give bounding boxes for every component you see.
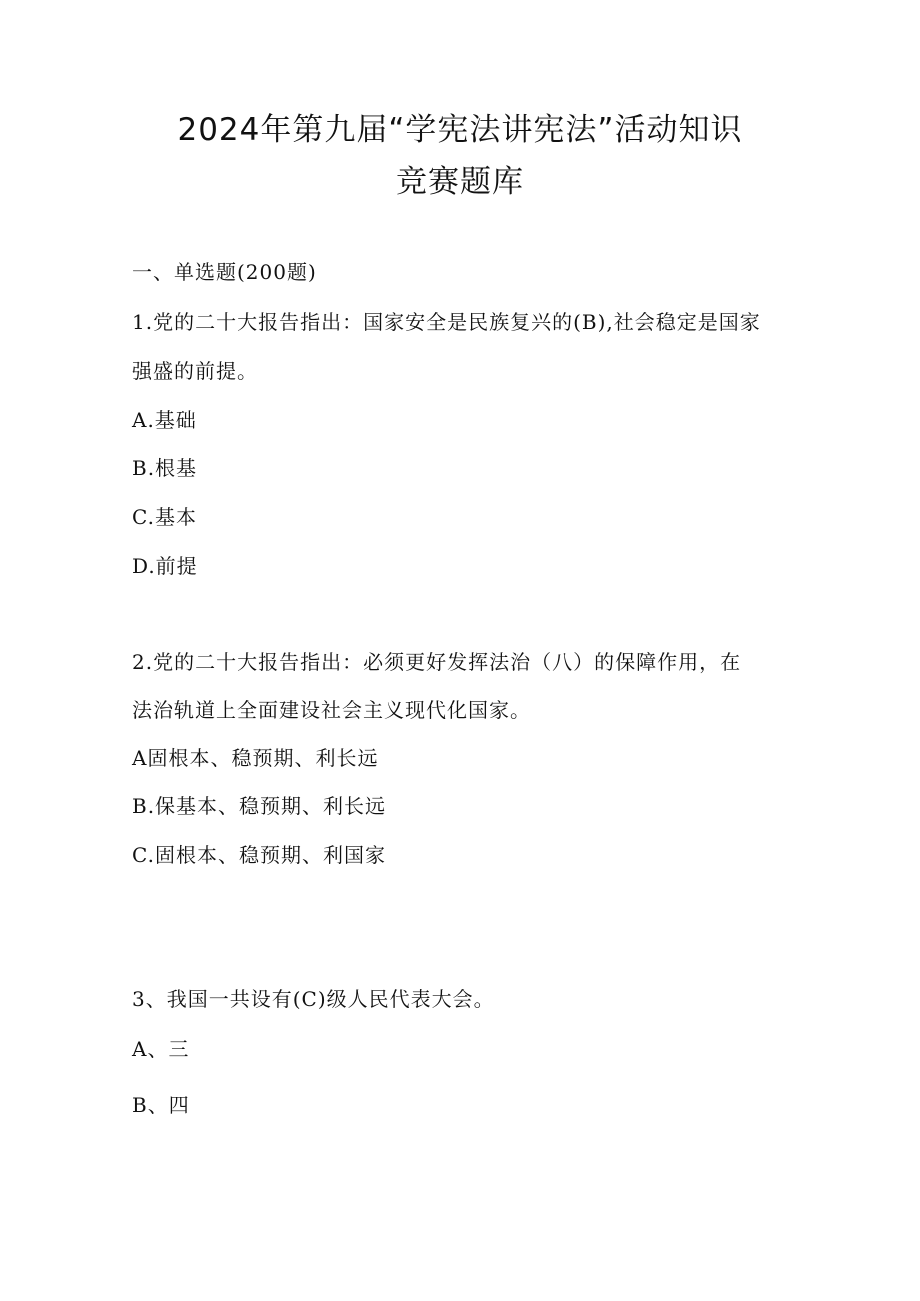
question-1-stem-line-2: 强盛的前提。 bbox=[132, 359, 258, 383]
question-2-option-b: B.保基本、稳预期、利长远 bbox=[132, 794, 387, 818]
question-1-option-a: A.基础 bbox=[132, 408, 197, 432]
question-1-option-b: B.根基 bbox=[132, 456, 198, 480]
document-title-line-2: 竞赛题库 bbox=[396, 164, 524, 200]
question-2-stem-line-2: 法治轨道上全面建设社会主义现代化国家。 bbox=[132, 698, 531, 722]
section-heading: 一、单选题(200题) bbox=[132, 260, 317, 284]
document-title-line-1: 2024年第九届“学宪法讲宪法”活动知识 bbox=[177, 112, 743, 148]
question-1-option-c: C.基本 bbox=[132, 505, 197, 529]
question-2-option-c: C.固根本、稳预期、利国家 bbox=[132, 843, 386, 867]
question-1-option-d: D.前提 bbox=[132, 554, 198, 578]
question-1-stem-line-1: 1.党的二十大报告指出：国家安全是民族复兴的(B),社会稳定是国家 bbox=[132, 310, 761, 334]
question-2-option-a: A固根本、稳预期、利长远 bbox=[132, 746, 379, 770]
question-3-option-b: B、四 bbox=[132, 1093, 190, 1117]
question-2-stem-line-1: 2.党的二十大报告指出：必须更好发挥法治（八）的保障作用，在 bbox=[132, 650, 742, 674]
question-3-option-a: A、三 bbox=[132, 1037, 190, 1061]
question-3-stem: 3、我国一共设有(C)级人民代表大会。 bbox=[132, 987, 495, 1011]
